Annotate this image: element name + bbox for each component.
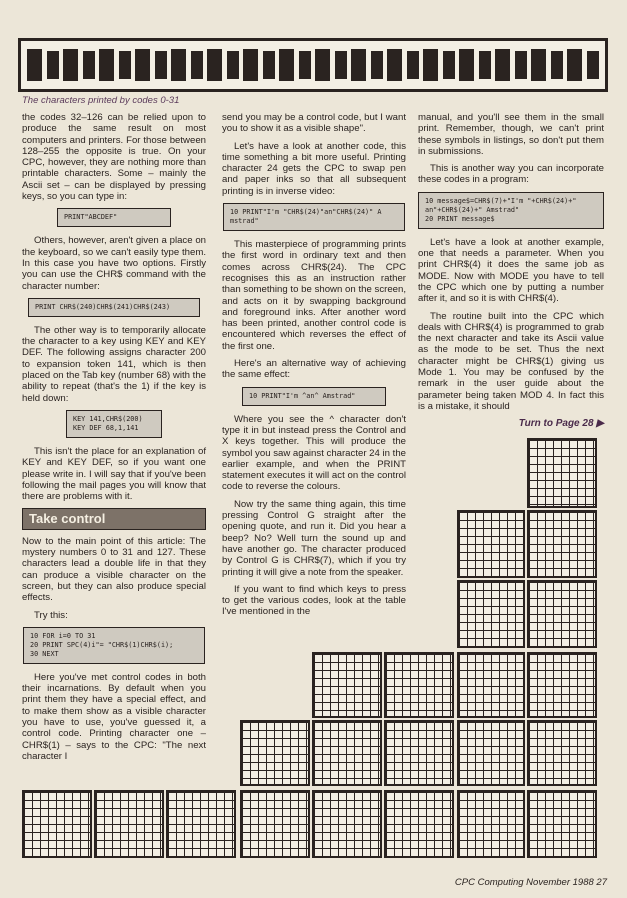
column-3 <box>418 112 604 430</box>
code-listing: PRINT"ABCDEF" <box>57 208 171 227</box>
column-1 <box>22 112 206 768</box>
character-grid-icon <box>166 790 236 858</box>
paragraph: the codes 32–126 can be relied upon to produce the same result on most computers and printers. For those between 128–255 the opposite is true. On your CPC, however, they are nothing more than printable characters. Some – mainly the Ascii set – can be displayed by pressing keys, so you can type in: <box>22 112 206 203</box>
glyph-icon <box>63 49 78 81</box>
character-grid-icon <box>457 580 525 648</box>
glyph-icon <box>135 49 150 81</box>
glyph-icon <box>531 49 546 81</box>
paragraph: Now to the main point of this article: The mystery numbers 0 to 31 and 127. These characters lead a double life in that they can produce a visible character on the screen, but they can also produce special effects. <box>22 535 206 604</box>
paragraph: Now try the same thing again, this time pressing Control G straight after the opening quote, and run it. Did you hear a beep? No? Well turn the sound up and have another go. The character produced by Control G is CHR$(7), which if you try printing it will give a note from the speaker. <box>222 498 406 578</box>
glyph-icon <box>443 51 455 79</box>
character-grid-icon <box>457 790 525 858</box>
paragraph: This is another way you can incorporate these codes in a program: <box>418 163 604 186</box>
glyph-icon <box>47 51 59 79</box>
glyph-icon <box>407 51 419 79</box>
paragraph: Here you've met control codes in both their incarnations. By default when you print them they have a special effect, and to make them show as a visible character you have to use, you've guessed it, a control code. Printing character one – CHR$(1) – says to the CPC: "The next character I <box>22 671 206 762</box>
glyph-icon <box>299 51 311 79</box>
glyph-icon <box>587 51 599 79</box>
paragraph: This isn't the place for an explanation of KEY and KEY DEF, so if you want one please write in. I will say that if you've been following the mail pages you will know that there are problems with it. <box>22 445 206 503</box>
glyph-icon <box>551 51 563 79</box>
glyph-icon <box>207 49 222 81</box>
character-grid-icon <box>312 790 382 858</box>
paragraph: send you may be a control code, but I want you to show it as a visible shape". <box>222 112 406 135</box>
character-grid-icon <box>94 790 164 858</box>
glyph-icon <box>83 51 95 79</box>
character-grid-icon <box>527 438 597 508</box>
glyph-icon <box>371 51 383 79</box>
code-listing: KEY 141,CHR$(200) KEY DEF 68,1,141 <box>66 410 162 438</box>
character-grid-icon <box>240 790 310 858</box>
paragraph: Let's have a look at another example, one that needs a parameter. When you print CHR$(4) it does the same job as MODE. Now with MODE you have to tell the CPC which one by putting a number after it, and so it is with CHR$(4). <box>418 236 604 305</box>
paragraph: The other way is to temporarily allocate the character to a key using KEY and KEY DEF. The following assigns character 200 to expansion token 141, which is then placed on the Tab key (number 68) with the ability to repeat (that's the 1) if the key is held down: <box>22 324 206 404</box>
code-listing: 10 PRINT"I'm "CHR$(24)"an"CHR$(24)" A mstrad" <box>223 203 405 231</box>
character-grid-icon <box>312 652 382 718</box>
glyph-icon <box>315 49 330 81</box>
character-grid-icon <box>384 720 454 786</box>
paragraph: The routine built into the CPC which deals with CHR$(4) is programmed to grab the next character and take its Ascii value as the mode to be set. Thus the next character might be CHR$(1) giving us Mode 1. You may be confused by the remark in the user guide about the parameter being taken MOD 4. In fact this is a mistake, it should <box>418 310 604 412</box>
glyph-icon <box>227 51 239 79</box>
paragraph: This masterpiece of programming prints the first word in ordinary text and then comes across CHR$(24). The CPC recognises this as an instruction rather than something to be shown on the screen, and acts on it by swapping background and foreground inks. After another word has been printed, another control code is encountered which reverses the effect of the first one. <box>222 239 406 352</box>
page-footer: CPC Computing November 1988 27 <box>454 877 607 888</box>
glyph-icon <box>99 49 114 81</box>
glyph-icon <box>515 51 527 79</box>
glyph-icon <box>459 49 474 81</box>
glyph-icon <box>567 49 582 81</box>
code-listing: 10 FOR i=0 TO 31 20 PRINT SPC(4)i"= "CHR$(1)CHR$(i); 30 NEXT <box>23 627 205 664</box>
character-grid-icon <box>384 790 454 858</box>
paragraph: Others, however, aren't given a place on the keyboard, so we can't easily type them. In this case you have two options. Firstly you can use the CHR$ command with the character number: <box>22 235 206 292</box>
glyph-icon <box>351 49 366 81</box>
glyph-icon <box>155 51 167 79</box>
character-grid-icon <box>457 720 525 786</box>
paragraph: Let's have a look at another code, this time something a bit more useful. Printing character 24 gets the CPC to swap pen and paper inks so that all subsequent printing is in inverse video: <box>222 140 406 197</box>
section-heading: Take control <box>22 508 206 529</box>
character-grid-icon <box>384 652 454 718</box>
paragraph: Where you see the ^ character don't type it in but instead press the Control and X keys together. This will produce the symbol you saw against character 24 in the earlier example, and when the PRINT statement executes it will act on the control code to reverse the colours. <box>222 413 406 493</box>
character-grid-icon <box>457 652 525 718</box>
paragraph: manual, and you'll see them in the small print. Remember, though, we can't print these symbols in listings, so don't put them in submissions. <box>418 112 604 157</box>
paragraph: If you want to find which keys to press to get the various codes, look at the table I've mentioned in the <box>222 583 406 618</box>
character-grid-icon <box>240 720 310 786</box>
character-grid-icon <box>22 790 92 858</box>
glyph-icon <box>387 49 402 81</box>
glyph-icon <box>191 51 203 79</box>
character-grid-icon <box>457 510 525 578</box>
column-2 <box>222 112 406 624</box>
character-banner <box>18 38 608 92</box>
glyph-icon <box>171 49 186 81</box>
turn-page-link[interactable]: Turn to Page 28 ▶ <box>518 418 604 430</box>
glyph-icon <box>27 49 42 81</box>
paragraph: Try this: <box>34 609 68 621</box>
glyph-icon <box>243 49 258 81</box>
glyph-icon <box>279 49 294 81</box>
character-grid-icon <box>312 720 382 786</box>
code-listing: 10 message$=CHR$(7)+"I'm "+CHR$(24)+" an"+CHR$(24)+" Amstrad" 20 PRINT message$ <box>418 192 604 229</box>
code-listing: PRINT CHR$(240)CHR$(241)CHR$(243) <box>28 298 200 317</box>
glyph-icon <box>423 49 438 81</box>
character-grid-icon <box>527 580 597 648</box>
glyph-icon <box>263 51 275 79</box>
paragraph: Here's an alternative way of achieving the same effect: <box>222 358 406 381</box>
banner-caption: The characters printed by codes 0-31 <box>22 95 180 106</box>
character-grid-icon <box>527 652 597 718</box>
glyph-icon <box>479 51 491 79</box>
character-grid-icon <box>527 790 597 858</box>
glyph-icon <box>119 51 131 79</box>
code-listing: 10 PRINT"I'm ^an^ Amstrad" <box>242 387 386 406</box>
character-grid-icon <box>527 720 597 786</box>
character-grid-icon <box>527 510 597 578</box>
glyph-icon <box>495 49 510 81</box>
glyph-icon <box>335 51 347 79</box>
